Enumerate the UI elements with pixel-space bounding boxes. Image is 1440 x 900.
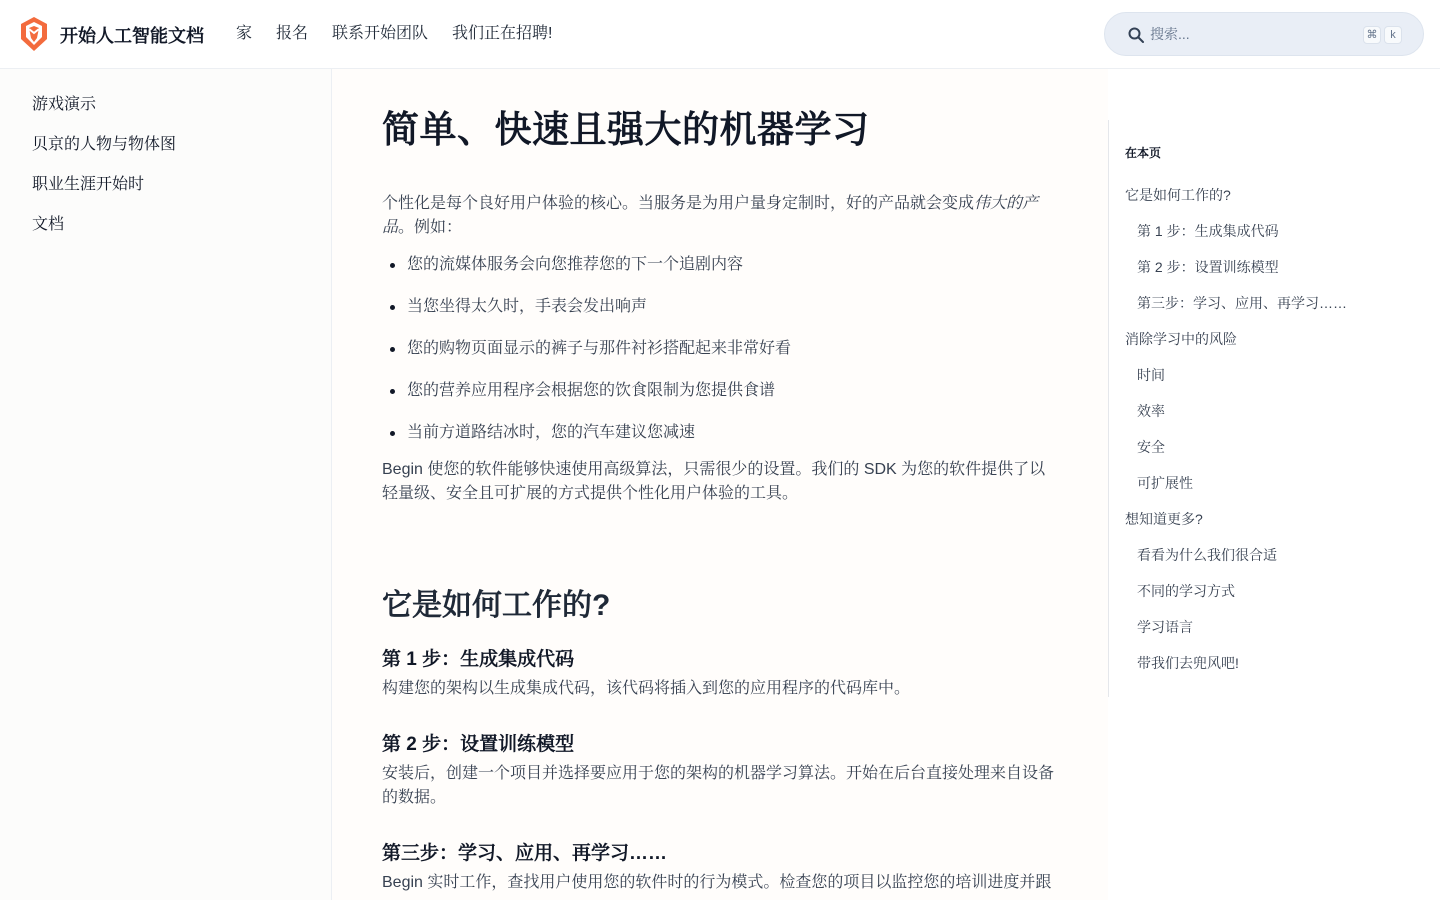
brand-logo-icon[interactable]	[20, 16, 48, 52]
toc-link-step-3[interactable]: 第三步：学习、应用、再学习……	[1137, 295, 1347, 311]
toc-link-how-it-works[interactable]: 它是如何工作的?	[1125, 187, 1231, 203]
step-1-description: 构建您的架构以生成集成代码，该代码将插入到您的应用程序的代码库中。	[382, 680, 911, 697]
on-page-table-of-contents	[1108, 120, 1440, 697]
toc-link-efficiency[interactable]: 效率	[1137, 403, 1165, 419]
intro-text-suffix: 。例如：	[398, 219, 463, 236]
intro-paragraph	[382, 192, 1058, 240]
sidebar-item-docs[interactable]: 文档	[32, 216, 65, 233]
keyboard-shortcut-command: ⌘	[1363, 26, 1381, 44]
sidebar-item-game-demo[interactable]: 游戏演示	[32, 96, 97, 113]
intro-emphasis: 伟大的产品	[382, 195, 1039, 236]
personalization-example-list	[382, 253, 1058, 463]
toc-link-why-fit[interactable]: 看看为什么我们很合适	[1137, 547, 1277, 563]
search-box[interactable]	[1104, 12, 1424, 56]
step-3-description: Begin 实时工作，查找用户使用您的软件时的行为模式。检查您的项目以监控您的培训进度并跟	[382, 874, 1052, 891]
step-3-heading: 第三步：学习、应用、再学习……	[382, 843, 668, 864]
main-content	[332, 69, 1108, 900]
bullet-dot	[390, 347, 395, 352]
list-item	[382, 253, 1058, 295]
main-nav	[236, 24, 553, 44]
toc-link-time[interactable]: 时间	[1137, 367, 1165, 383]
top-navigation-bar	[0, 0, 1440, 69]
list-item	[382, 295, 1058, 337]
toc-link-learning-methods[interactable]: 不同的学习方式	[1137, 583, 1235, 599]
step-2-heading: 第 2 步：设置训练模型	[382, 734, 575, 755]
toc-link-scalability[interactable]: 可扩展性	[1137, 475, 1193, 491]
brand-title[interactable]: 开始人工智能文档	[60, 26, 204, 46]
toc-link-step-1[interactable]: 第 1 步：生成集成代码	[1137, 223, 1279, 239]
list-item-text: 您的营养应用程序会根据您的饮食限制为您提供食谱	[407, 382, 776, 399]
list-item	[382, 421, 1058, 463]
begin-sdk-paragraph: Begin 使您的软件能够快速使用高级算法，只需很少的设置。我们的 SDK 为您的软件提供了以轻量级、安全且可扩展的方式提供个性化用户体验的工具。	[382, 461, 1046, 502]
search-icon	[1127, 26, 1145, 44]
list-item-text: 当前方道路结冰时，您的汽车建议您减速	[407, 424, 696, 441]
bullet-dot	[390, 431, 395, 436]
intro-text-prefix: 个性化是每个良好用户体验的核心。当服务是为用户量身定制时，好的产品就会变成	[382, 195, 975, 212]
toc-link-risk-removal[interactable]: 消除学习中的风险	[1125, 331, 1237, 347]
nav-signup-link[interactable]: 报名	[276, 25, 309, 42]
toc-link-step-2[interactable]: 第 2 步：设置训练模型	[1137, 259, 1279, 275]
list-item-text: 您的购物页面显示的裤子与那件衬衫搭配起来非常好看	[407, 340, 792, 357]
sidebar-item-person-object-graph[interactable]: 贝京的人物与物体图	[32, 136, 177, 153]
list-item	[382, 337, 1058, 379]
sidebar-item-career-start[interactable]: 职业生涯开始时	[32, 176, 145, 193]
search-input[interactable]	[1150, 22, 1350, 46]
bullet-dot	[390, 263, 395, 268]
toc-heading: 在本页	[1125, 146, 1162, 160]
toc-link-want-more[interactable]: 想知道更多?	[1125, 511, 1203, 527]
nav-home-link[interactable]: 家	[236, 25, 253, 42]
bullet-dot	[390, 389, 395, 394]
how-it-works-heading: 它是如何工作的?	[382, 589, 611, 622]
step-1-heading: 第 1 步：生成集成代码	[382, 649, 575, 670]
step-2-description: 安装后，创建一个项目并选择要应用于您的架构的机器学习算法。开始在后台直接处理来自设备的数据。	[382, 765, 1055, 806]
list-item-text: 您的流媒体服务会向您推荐您的下一个追剧内容	[407, 256, 744, 273]
bullet-dot	[390, 305, 395, 310]
keyboard-shortcut-k: k	[1384, 26, 1402, 44]
left-sidebar	[0, 69, 332, 900]
toc-link-take-us-for-ride[interactable]: 带我们去兜风吧!	[1137, 655, 1239, 671]
toc-link-security[interactable]: 安全	[1137, 439, 1165, 455]
nav-hiring-link[interactable]: 我们正在招聘!	[452, 25, 553, 42]
list-item-text: 当您坐得太久时，手表会发出响声	[407, 298, 648, 315]
page-title: 简单、快速且强大的机器学习	[382, 109, 870, 150]
nav-contact-team-link[interactable]: 联系开始团队	[332, 25, 429, 42]
toc-link-learning-language[interactable]: 学习语言	[1137, 619, 1193, 635]
list-item	[382, 379, 1058, 421]
